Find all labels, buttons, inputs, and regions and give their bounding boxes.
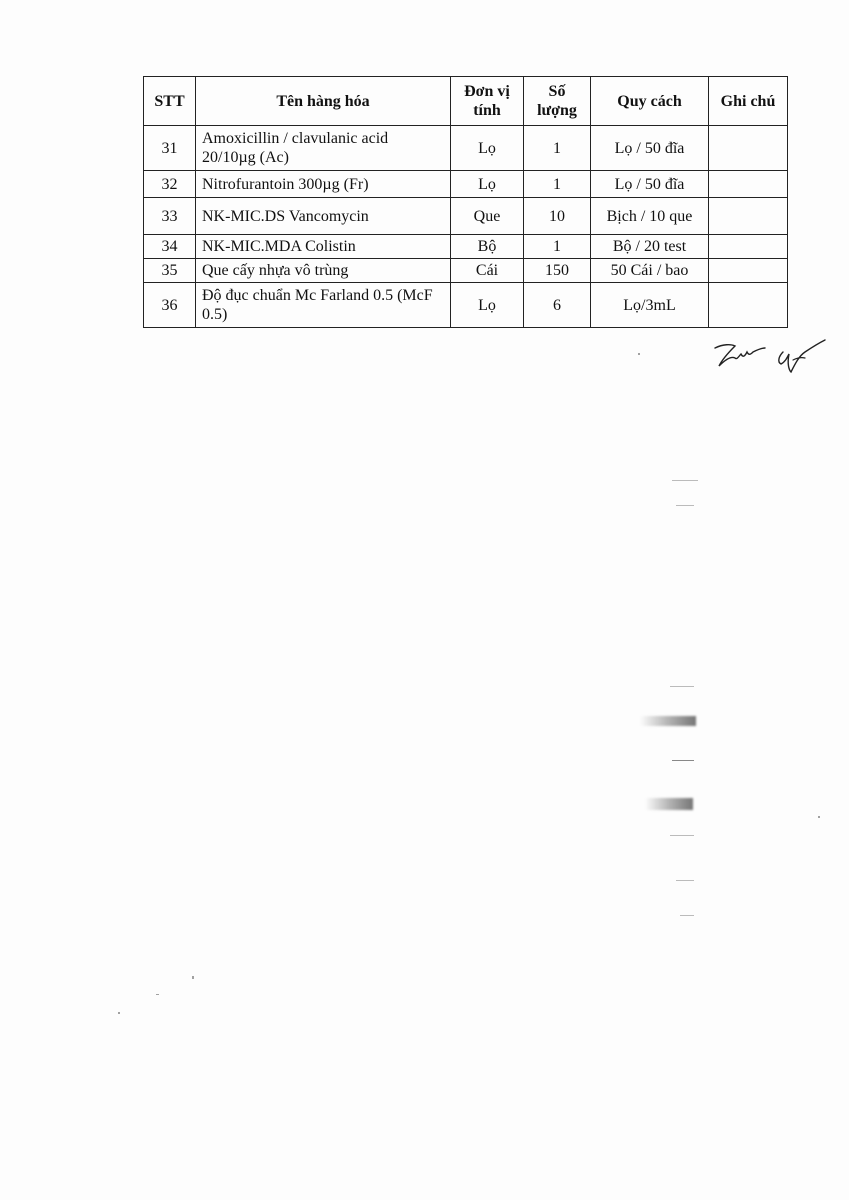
header-stt: STT: [144, 77, 196, 126]
cell-unit: Lọ: [451, 171, 524, 198]
scan-artifact: [638, 353, 640, 355]
table-row: [144, 283, 788, 328]
cell-stt: 31: [144, 126, 196, 171]
scan-artifact: [192, 976, 194, 979]
cell-unit: Bộ: [451, 235, 524, 259]
cell-note: [709, 259, 788, 283]
cell-qty: 6: [524, 283, 591, 328]
cell-name: NK-MIC.MDA Colistin: [196, 235, 451, 259]
cell-unit: Que: [451, 198, 524, 235]
table-header-row: [144, 77, 788, 126]
header-spec: Quy cách: [591, 77, 709, 126]
scan-artifact: [156, 994, 159, 995]
cell-stt: 32: [144, 171, 196, 198]
cell-note: [709, 283, 788, 328]
scan-artifact: [676, 505, 694, 506]
table-row: [144, 259, 788, 283]
cell-note: [709, 198, 788, 235]
scan-artifact: [672, 760, 694, 761]
cell-spec: Bịch / 10 que: [591, 198, 709, 235]
cell-stt: 36: [144, 283, 196, 328]
cell-stt: 34: [144, 235, 196, 259]
scan-artifact: [672, 480, 698, 481]
cell-name: NK-MIC.DS Vancomycin: [196, 198, 451, 235]
table-row: [144, 171, 788, 198]
cell-unit: Cái: [451, 259, 524, 283]
cell-qty: 10: [524, 198, 591, 235]
scan-artifact: [645, 798, 693, 810]
scan-artifact: [640, 716, 696, 726]
cell-spec: Lọ / 50 đĩa: [591, 171, 709, 198]
header-note: Ghi chú: [709, 77, 788, 126]
cell-stt: 35: [144, 259, 196, 283]
cell-spec: Bộ / 20 test: [591, 235, 709, 259]
handwritten-signature-icon: [705, 330, 830, 380]
scan-artifact: [670, 686, 694, 687]
scan-artifact: [680, 915, 694, 916]
scan-artifact: [118, 1012, 120, 1014]
cell-spec: 50 Cái / bao: [591, 259, 709, 283]
goods-table: [143, 76, 788, 328]
table-row: [144, 198, 788, 235]
table-row: [144, 235, 788, 259]
table-row: [144, 126, 788, 171]
cell-spec: Lọ/3mL: [591, 283, 709, 328]
header-unit: Đơn vị tính: [451, 77, 524, 126]
scan-artifact: [818, 816, 820, 818]
cell-name: Amoxicillin / clavulanic acid 20/10µg (Ac): [196, 126, 451, 171]
cell-note: [709, 235, 788, 259]
cell-name: Độ đục chuẩn Mc Farland 0.5 (McF 0.5): [196, 283, 451, 328]
cell-name: Nitrofurantoin 300µg (Fr): [196, 171, 451, 198]
cell-note: [709, 171, 788, 198]
header-name: Tên hàng hóa: [196, 77, 451, 126]
cell-qty: 1: [524, 235, 591, 259]
cell-note: [709, 126, 788, 171]
cell-spec: Lọ / 50 đĩa: [591, 126, 709, 171]
cell-unit: Lọ: [451, 283, 524, 328]
cell-qty: 1: [524, 171, 591, 198]
cell-qty: 1: [524, 126, 591, 171]
cell-name: Que cấy nhựa vô trùng: [196, 259, 451, 283]
scan-artifact: [670, 835, 694, 836]
cell-qty: 150: [524, 259, 591, 283]
cell-stt: 33: [144, 198, 196, 235]
header-qty: Số lượng: [524, 77, 591, 126]
cell-unit: Lọ: [451, 126, 524, 171]
scan-artifact: [676, 880, 694, 881]
